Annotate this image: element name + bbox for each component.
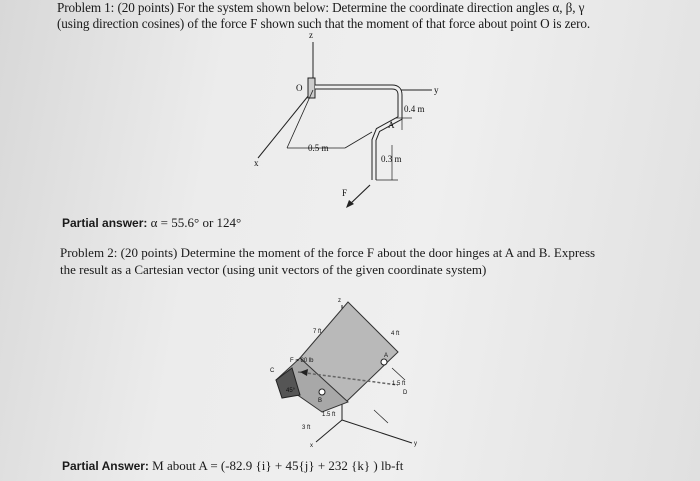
fig2-dim-15: 1.5 ft [392,381,406,387]
fig2-dim-3: 3 ft [302,425,311,431]
fig2-y-axis [342,420,412,443]
fig1-f-label: F [342,188,348,198]
fig2-dim-7: 7 ft [313,329,322,335]
fig2-c-label: C [270,368,275,374]
problem2-text-line2: the result as a Cartesian vector (using unit vectors of the given coordinate system) [60,262,487,277]
fig2-b-label: B [318,398,323,404]
problem2-answer [62,458,403,474]
problem1-text-line1: (20 points) For the system shown below: Determine the coordinate direction angles α, β, γ [117,0,585,15]
fig1-z-label: z [309,30,313,40]
problem2-text-line1: (20 points) Determine the moment of the force F about the door hinges at A and B. Express [120,245,596,260]
fig2-dim-4: 4 ft [391,331,400,337]
fig1-dim-05: 0.5 m [308,143,329,153]
dim-d-line [374,410,388,423]
problem2-heading: Problem 2: [60,245,118,260]
fig2-d-label: D [403,390,408,396]
hinge-a [381,359,387,365]
problem2-answer-label: Partial Answer: [62,459,149,473]
fig2-force-label: F = 80 lb [290,358,314,364]
fig2-dim-15b: 1.5 ft [322,412,336,418]
fig2-x-label: x [310,443,313,449]
fig1-dim-04: 0.4 m [404,104,425,114]
fig2-z-label: z [338,298,341,304]
hinge-b [319,389,325,395]
problem1-answer-text: α = 55.6° or 124° [150,215,242,230]
problem2-answer-text: M about A = (-82.9 {i} + 45{j} + 232 {k} ) lb-ft [152,458,404,473]
fig1-dim-03: 0.3 m [381,154,402,164]
problem1-answer-label: Partial answer: [62,216,148,230]
fig2-angle: 45° [286,388,296,394]
problem1-heading: Problem 1: [57,0,115,15]
problem1-text-line2: (using direction cosines) of the force F shown such that the moment of that force about point O is zero. [57,16,591,31]
fig2-y-label: y [414,441,417,447]
fig1-a-label: A [388,120,395,130]
dim-15-line [392,368,405,380]
fig2-a-label: A [384,353,389,359]
fig1-y-label: y [434,85,439,95]
fig1-x-label: x [254,158,259,168]
fig1-o-label: O [296,83,303,93]
fig2-x-axis [316,420,342,442]
